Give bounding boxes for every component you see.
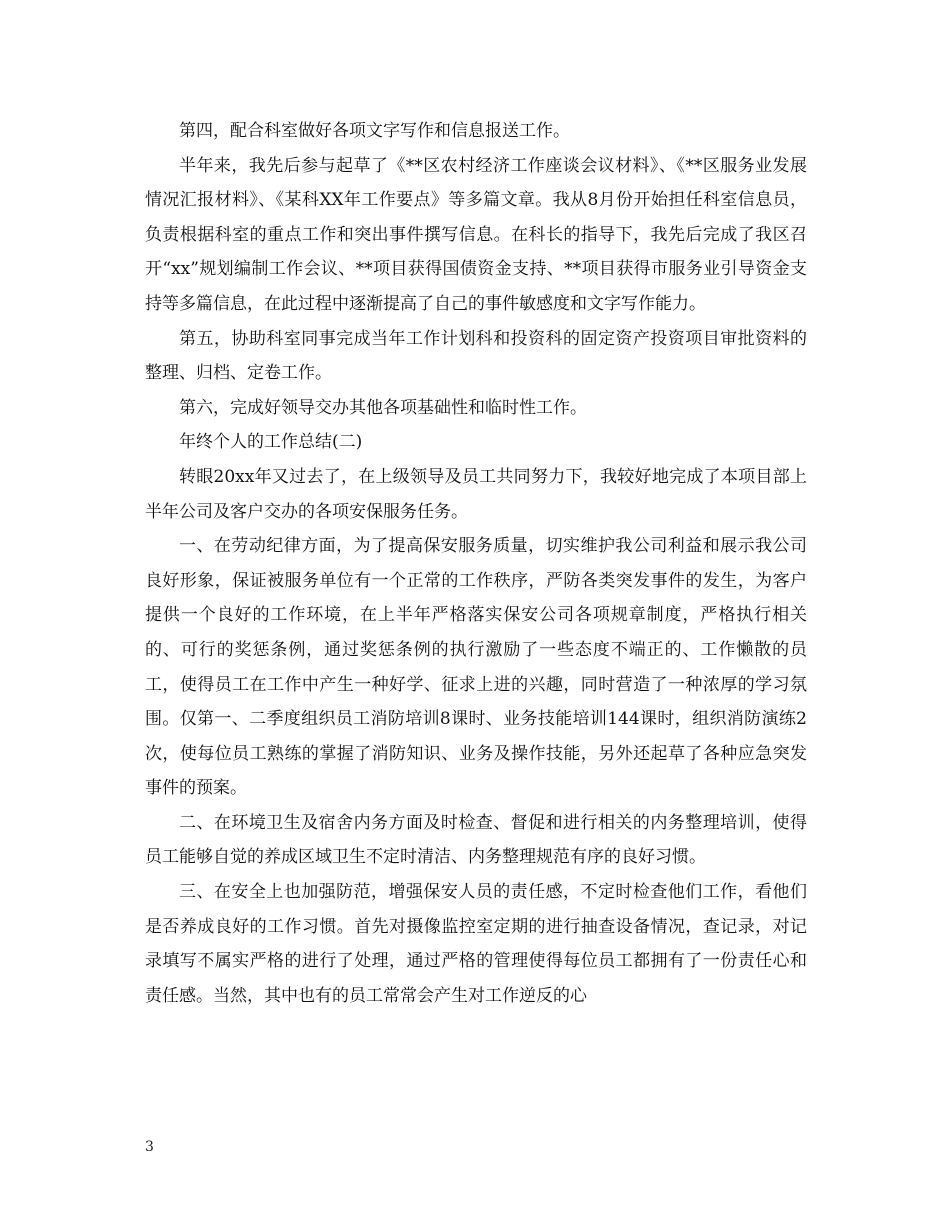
paragraph-safety: 三、在安全上也加强防范，增强保安人员的责任感，不定时检查他们工作，看他们是否养成良好的工作习惯。首先对摄像监控室定期的进行抽查设备情况，查记录，对记录填写不属实严格的进行了处理，通过严格的管理使得每位员工都拥有了一份责任心和责任感。当然，其中也有的员工常常会产生对工作逆反的心 [145, 882, 807, 1006]
paragraph-intro: 转眼20xx年又过去了，在上级领导及员工共同努力下，我较好地完成了本项目部上半年公司及客户交办的各项安保服务任务。 [145, 466, 807, 522]
document-body [145, 114, 807, 1013]
paragraph-half-year-writing: 半年来，我先后参与起草了《**区农村经济工作座谈会议材料》、《**区服务业发展情况汇报材料》、《某科XX年工作要点》等多篇文章。我从8月份开始担任科室信息员，负责根据科室的重点工作和突出事件撰写信息。在科长的指导下，我先后完成了我区召开“xx”规划编制工作会议、**项目获得国债资金支持、**项目获得市服务业引导资金支持等多篇信息，在此过程中逐渐提高了自己的事件敏感度和文字写作能力。 [145, 155, 807, 314]
section-heading: 年终个人的工作总结(二) [179, 432, 363, 453]
paragraph-environment-hygiene: 二、在环境卫生及宿舍内务方面及时检查、督促和进行相关的内务整理培训，使得员工能够自觉的养成区域卫生不定时清洁、内务整理规范有序的良好习惯。 [145, 812, 807, 868]
paragraph-labor-discipline: 一、在劳动纪律方面，为了提高保安服务质量，切实维护我公司利益和展示我公司良好形象，保证被服务单位有一个正常的工作秩序，严防各类突发事件的发生，为客户提供一个良好的工作环境，在上半年严格落实保安公司各项规章制度，严格执行相关的、可行的奖惩条例，通过奖惩条例的执行激励了一些态度不端正的、工作懒散的员工，使得员工在工作中产生一种好学、征求上进的兴趣，同时营造了一种浓厚的学习氛围。仅第一、二季度组织员工消防培训8课时、业务技能培训144课时，组织消防演练2次，使每位员工熟练的掌握了消防知识、业务及操作技能，另外还起草了各种应急突发事件的预案。 [145, 536, 807, 799]
page-number: 3 [145, 1139, 154, 1155]
paragraph-item-5: 第五，协助科室同事完成当年工作计划科和投资科的固定资产投资项目审批资料的整理、归档、定卷工作。 [145, 328, 807, 384]
paragraph-item-6: 第六，完成好领导交办其他各项基础性和临时性工作。 [179, 397, 587, 418]
paragraph-item-4: 第四，配合科室做好各项文字写作和信息报送工作。 [179, 121, 570, 141]
